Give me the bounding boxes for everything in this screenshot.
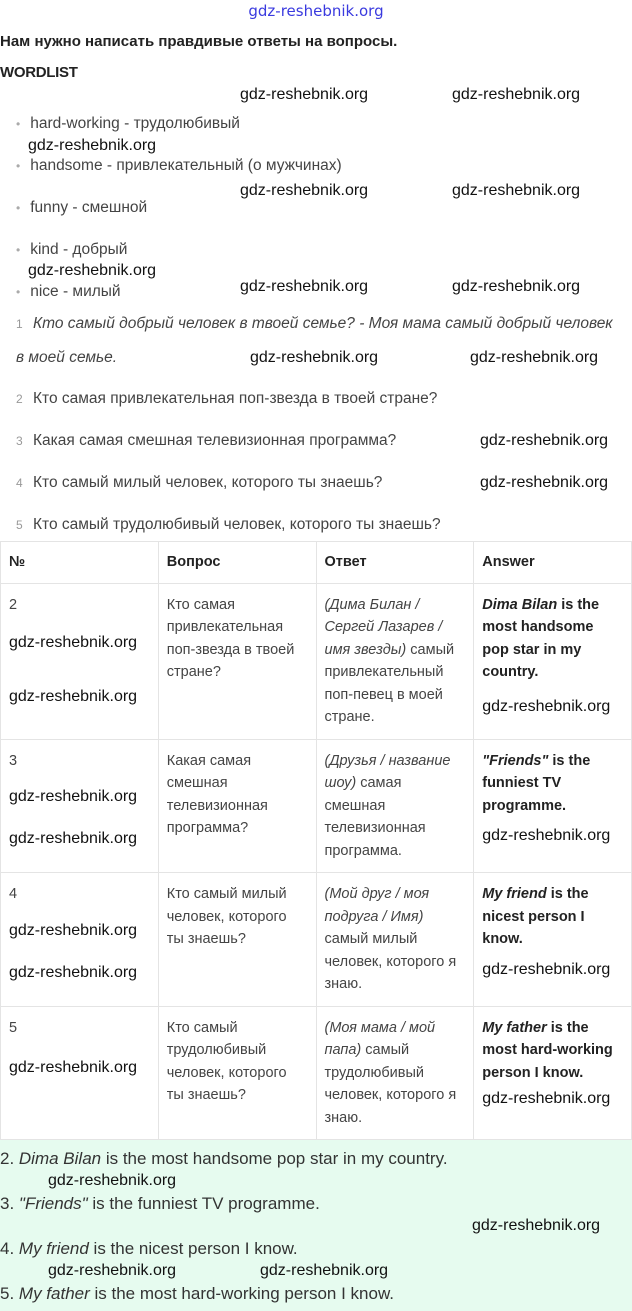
cell-question: Кто самый милый человек, которого ты знаешь?	[158, 873, 316, 1007]
final-answers-box	[0, 1140, 632, 1311]
final-answer: 2. Dima Bilan is the most handsome pop star in my country.	[0, 1149, 448, 1168]
final-answer: 5. My father is the most hard-working person I know.	[0, 1284, 395, 1303]
table-and-answers	[0, 541, 632, 1311]
task-title: Нам нужно написать правдивые ответы на вопросы.	[0, 33, 398, 50]
watermark: gdz-reshebnik.org	[480, 474, 609, 491]
watermark: gdz-reshebnik.org	[470, 349, 599, 366]
watermark: gdz-reshebnik.org	[250, 349, 379, 366]
answers-table	[0, 541, 632, 1140]
watermark: gdz-reshebnik.org	[9, 788, 138, 805]
cell-question: Кто самый трудолюбивый человек, которого ты знаешь?	[158, 1006, 316, 1140]
question-item: 5 Кто самый трудолюбивый человек, которого ты знаешь?	[16, 516, 441, 533]
watermark: gdz-reshebnik.org	[480, 432, 609, 449]
cell-number: 2 gdz-reshebnik.org gdz-reshebnik.org	[1, 583, 159, 739]
watermark: gdz-reshebnik.org	[9, 688, 138, 705]
watermark: gdz-reshebnik.org	[472, 1217, 601, 1234]
watermark: gdz-reshebnik.org	[482, 697, 611, 715]
word-item: • handsome - привлекательный (о мужчинах)	[16, 157, 342, 174]
table-row	[1, 873, 632, 1007]
cell-answer-en: My friend is the nicest person I know. gdz-reshebnik.org	[474, 873, 632, 1007]
cell-number: 3 gdz-reshebnik.org gdz-reshebnik.org	[1, 739, 159, 873]
watermark: gdz-reshebnik.org	[240, 86, 369, 103]
watermark: gdz-reshebnik.org	[9, 634, 138, 651]
cell-answer-ru: (Дима Билан / Сергей Лазарев / имя звезды) самый привлекательный поп-певец в моей стране.	[316, 583, 474, 739]
table-header-row	[1, 542, 632, 584]
word-item: • kind - добрый	[16, 241, 128, 258]
watermark: gdz-reshebnik.org	[48, 1262, 177, 1279]
cell-number: 4 gdz-reshebnik.org gdz-reshebnik.org	[1, 873, 159, 1007]
watermark: gdz-reshebnik.org	[260, 1262, 389, 1279]
watermark: gdz-reshebnik.org	[9, 1059, 138, 1076]
watermark: gdz-reshebnik.org	[9, 963, 138, 981]
table-row	[1, 583, 632, 739]
watermark: gdz-reshebnik.org	[9, 830, 138, 847]
final-answer: 3. "Friends" is the funniest TV programme.	[0, 1194, 320, 1213]
wordlist-heading: WORDLIST	[0, 64, 78, 81]
watermark: gdz-reshebnik.org	[482, 827, 611, 844]
cell-answer-en: Dima Bilan is the most handsome pop star in my country. gdz-reshebnik.org	[474, 583, 632, 739]
cell-answer-en: "Friends" is the funniest TV programme. gdz-reshebnik.org	[474, 739, 632, 873]
cell-number: 5 gdz-reshebnik.org	[1, 1006, 159, 1140]
word-item: • hard-working - трудолюбивый	[16, 115, 240, 132]
watermark: gdz-reshebnik.org	[28, 137, 157, 154]
watermark: gdz-reshebnik.org	[48, 1172, 177, 1189]
header-question: Вопрос	[158, 542, 316, 584]
watermark: gdz-reshebnik.org	[452, 86, 581, 103]
cell-answer-ru: (Моя мама / мой папа) самый трудолюбивый человек, которого я знаю.	[316, 1006, 474, 1140]
cell-answer-en: My father is the most hard-working person I know. gdz-reshebnik.org	[474, 1006, 632, 1140]
question-item: 2 Кто самая привлекательная поп-звезда в твоей стране?	[16, 390, 438, 407]
question-item: 3 Какая самая смешная телевизионная программа?	[16, 432, 397, 449]
header-answer-ru: Ответ	[316, 542, 474, 584]
question-item: 1 Кто самый добрый человек в твоей семье? - Моя мама самый добрый человек в моей семье.	[16, 315, 613, 366]
final-answer: 4. My friend is the nicest person I know.	[0, 1239, 298, 1258]
watermark: gdz-reshebnik.org	[240, 278, 369, 295]
question-item: 4 Кто самый милый человек, которого ты знаешь?	[16, 474, 383, 491]
word-item: • nice - милый	[16, 283, 121, 300]
header-number: №	[1, 542, 159, 584]
word-item: • funny - смешной	[16, 199, 148, 216]
watermark: gdz-reshebnik.org	[452, 278, 581, 295]
cell-answer-ru: (Мой друг / моя подруга / Имя) самый милый человек, которого я знаю.	[316, 873, 474, 1007]
watermark-top: gdz-reshebnik.org	[248, 2, 384, 20]
cell-question: Кто самая привлекательная поп-звезда в твоей стране?	[158, 583, 316, 739]
watermark: gdz-reshebnik.org	[482, 1090, 611, 1107]
watermark: gdz-reshebnik.org	[240, 182, 369, 199]
watermark: gdz-reshebnik.org	[9, 921, 138, 939]
table-row	[1, 739, 632, 873]
header-answer-en: Answer	[474, 542, 632, 584]
watermark: gdz-reshebnik.org	[452, 182, 581, 199]
cell-answer-ru: (Друзья / название шоу) самая смешная телевизионная программа.	[316, 739, 474, 873]
cell-question: Какая самая смешная телевизионная программа?	[158, 739, 316, 873]
table-row	[1, 1006, 632, 1140]
watermark: gdz-reshebnik.org	[482, 960, 611, 978]
watermark: gdz-reshebnik.org	[28, 262, 157, 279]
